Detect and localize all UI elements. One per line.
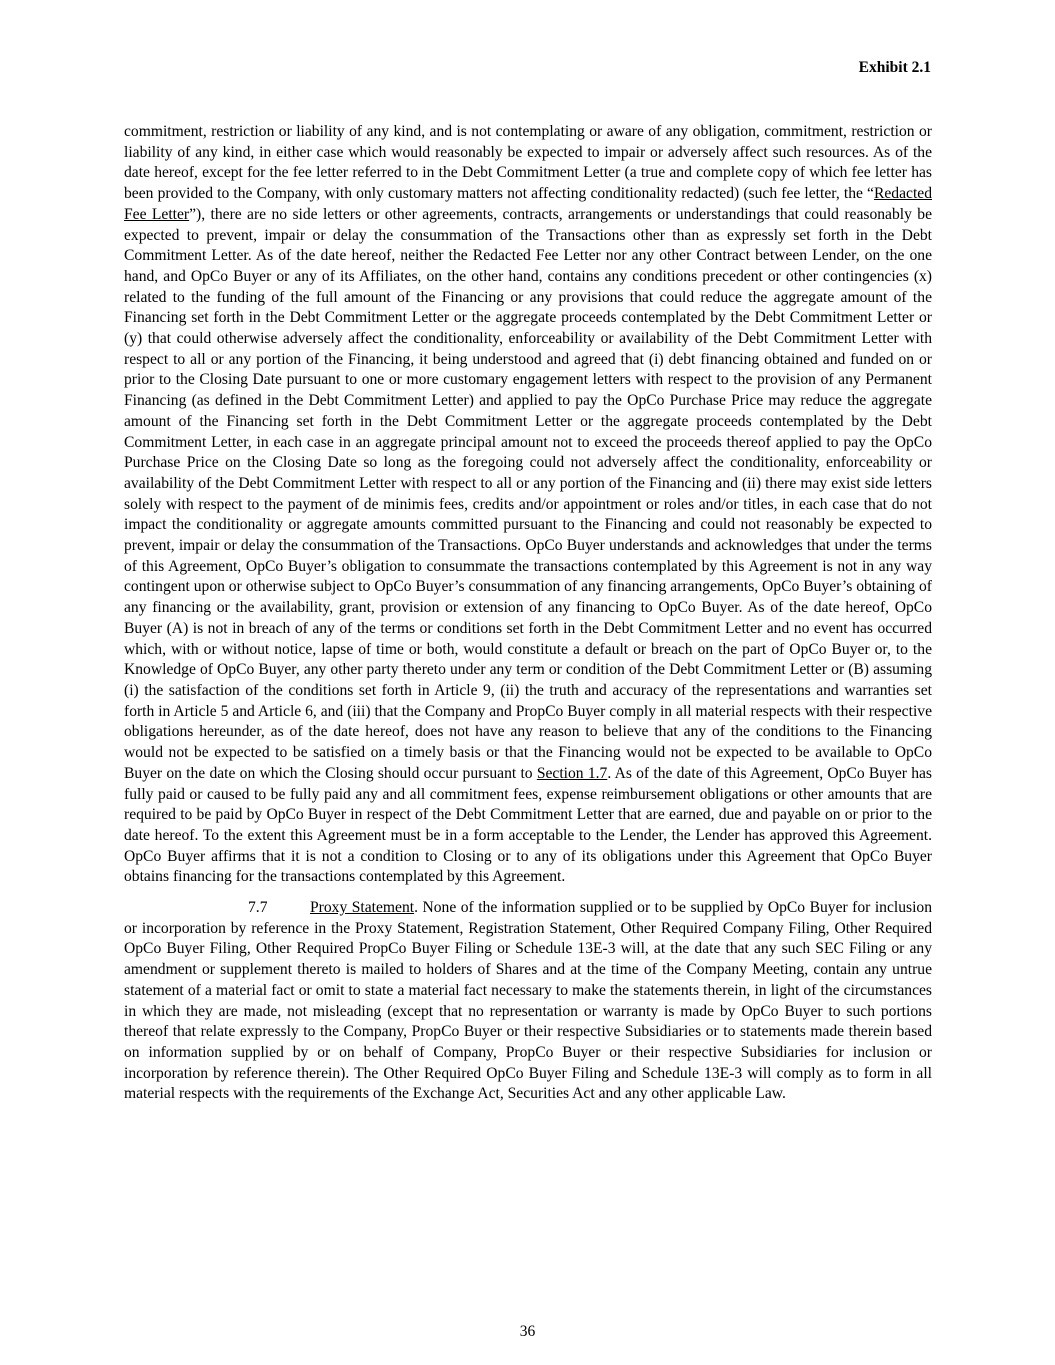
defined-term-redacted-fee-letter: Redacted Fee Letter — [124, 185, 932, 223]
page-number: 36 — [519, 1323, 536, 1340]
paragraph-text: commitment, restriction or liability of any kind, and is not contemplating or aware of any obligation, commitment, restriction or liability of any kind, in either case which would reasonably be expected to impair or adversely affect such resources. As of the date hereof, except for the fee letter referred to in the Debt Commitment Letter (a true and complete copy of which fee letter has been provided to the Company, with only customary matters not affecting conditionality redacted) (such fee letter, the “ — [124, 123, 932, 203]
section-reference: Section 1.7 — [536, 764, 608, 782]
paragraph-text: ”), there are no side letters or other agreements, contracts, arrangements or understandings that could reasonably be expected to prevent, impair or delay the consummation of the Transactions other than as expressly set forth in the Debt Commitment Letter. As of the date hereof, neither the Redacted Fee Letter nor any other Contract between Lender, on the one hand, and OpCo Buyer or any of its Affiliates, on the other hand, contains any conditions precedent or other contingencies (x) related to the funding of the full amount of the Financing or any provisions that could reduce the aggregate amount of the Financing set forth in the Debt Commitment Letter or the aggregate proceeds contemplated by the Debt Commitment Letter or (y) that could otherwise adversely affect the conditionality, enforceability or availability of the Debt Commitment Letter with respect to all or any portion of the Financing, it being understood and agreed that (i) debt financing obtained and funded on or prior to the Closing Date pursuant to one or more customary engagement letters with respect to the provision of any Permanent Financing (as defined in the Debt Commitment Letter) and applied to pay the OpCo Purchase Price may reduce the aggregate amount of the Financing set forth in the Debt Commitment Letter or the aggregate proceeds contemplated by the Debt Commitment Letter, in each case in an aggregate principal amount not to exceed the proceeds thereof applied to pay the OpCo Purchase Price on the Closing Date so long as the foregoing could not adversely affect the conditionality, enforceability or availability of the Debt Commitment Letter with respect to all or any portion of the Financing and (ii) there may exist side letters solely with respect to the payment of de minimis fees, credits and/or appointment or roles and/or titles, in each case that do not impact the conditionality or aggregate amounts committed pursuant to the Financing and could not reasonably be expected to prevent, impair or delay the consummation of the Transactions. OpCo Buyer understands and acknowledges that under the terms of this Agreement, OpCo Buyer’s obligation to consummate the transactions contemplated by this Agreement is not in any way contingent upon or otherwise subject to OpCo Buyer’s consummation of any financing arrangements, OpCo Buyer’s obtaining of any financing or the availability, grant, provision or extension of any financing to OpCo Buyer. As of the date hereof, OpCo Buyer (A) is not in breach of any of the terms or conditions set forth in the Debt Commitment Letter and no event has occurred which, with or without notice, lapse of time or both, would constitute a default or breach on the part of OpCo Buyer or, to the Knowledge of OpCo Buyer, any other party thereto under any term or condition of the Debt Commitment Letter or (B) assuming (i) the satisfaction of the conditions set forth in Article 9, (ii) the truth and accuracy of the representations and warranties set forth in Article 5 and Article 6, and (iii) that the Company and PropCo Buyer comply in all material respects with their respective obligations hereunder, as of the date hereof, does not have any reason to believe that any of the conditions to the Financing would not be expected to be satisfied on a timely basis or that the Financing would not be expected to be available to OpCo Buyer on the date on which the Closing should occur pursuant to — [124, 205, 933, 782]
section-7-7-paragraph — [124, 898, 932, 1105]
paragraph-text: . None of the information supplied or to be supplied by OpCo Buyer for inclusion or incorporation by reference in the Proxy Statement, Registration Statement, Other Required Company Filing, Other Required OpCo Buyer Filing, Other Required PropCo Buyer Filing or Schedule 13E-3 will, at the date that any such SEC Filing or any amendment or supplement thereto is mailed to holders of Shares and at the time of the Company Meeting, contain any untrue statement of a material fact or omit to state a material fact necessary to make the statements therein, in light of the circumstances in which they are made, not misleading (except that no representation or warranty is made by OpCo Buyer to such portions thereof that relate expressly to the Company, PropCo Buyer or their respective Subsidiaries or to statements made therein based on information supplied by or on behalf of Company, PropCo Buyer or their respective Subsidiaries for inclusion or incorporation by reference therein). The Other Required OpCo Buyer Filing and Schedule 13E-3 will comply as to form in all material respects with the requirements of the Exchange Act, Securities Act and any other applicable Law. — [124, 899, 932, 1103]
financing-paragraph — [124, 122, 932, 888]
body-text — [124, 122, 932, 1105]
section-heading: Proxy Statement — [310, 899, 415, 917]
exhibit-label: Exhibit 2.1 — [858, 59, 931, 76]
section-number: 7.7 — [248, 899, 268, 917]
paragraph-text: . As of the date of this Agreement, OpCo Buyer has fully paid or caused to be fully paid any and all commitment fees, expense reimbursement obligations or other amounts that are required to be paid by OpCo Buyer in respect of the Debt Commitment Letter that are earned, due and payable on or prior to the date hereof. To the extent this Agreement must be in a form acceptable to the Lender, the Lender has approved this Agreement. OpCo Buyer affirms that it is not a condition to Closing or to any of its obligations under this Agreement that OpCo Buyer obtains financing for the transactions contemplated by this Agreement. — [124, 764, 932, 886]
